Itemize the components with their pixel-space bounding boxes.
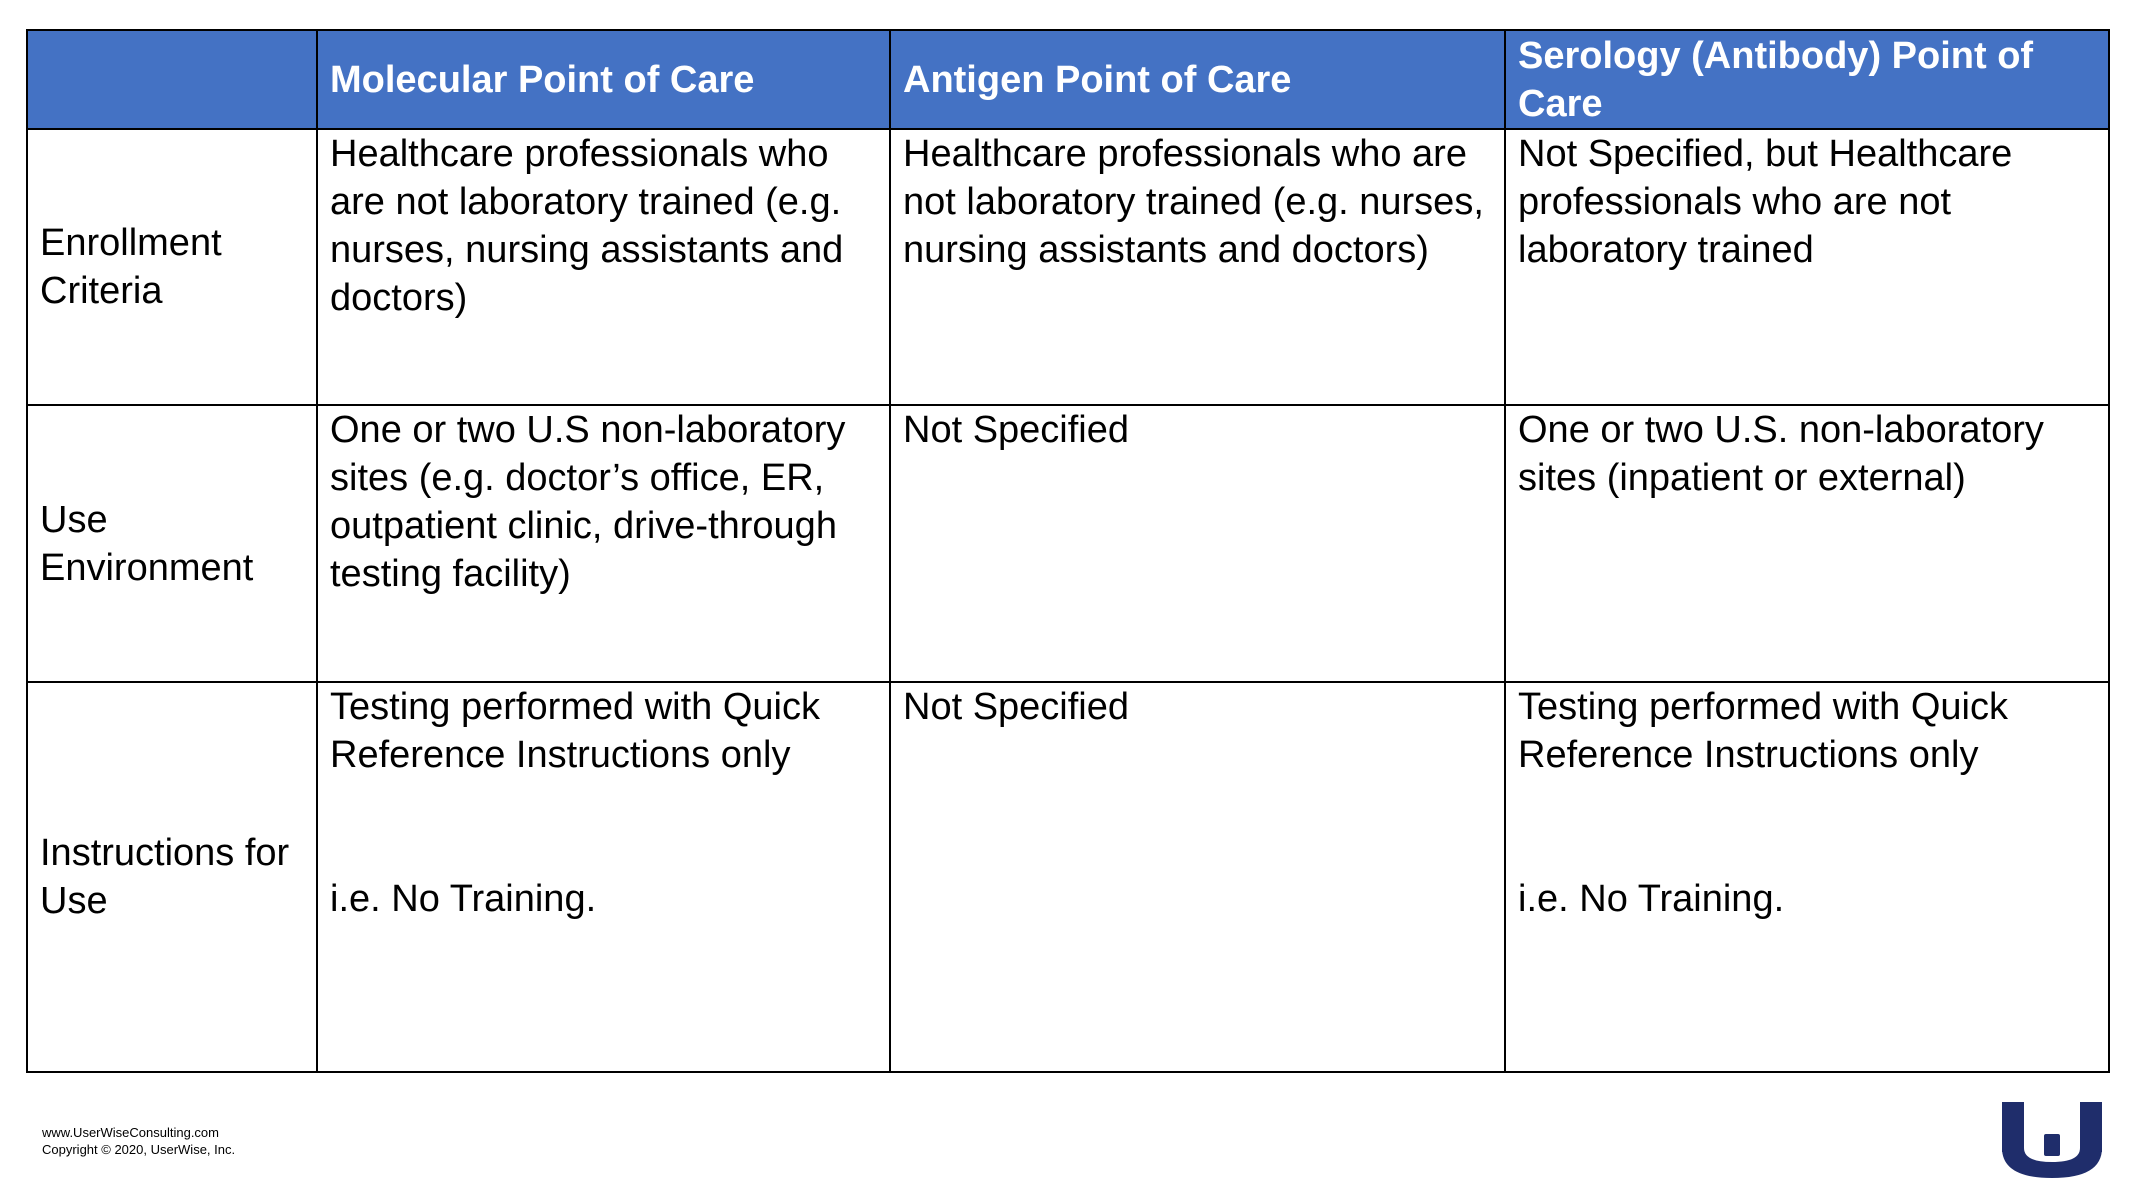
- header-serology: Serology (Antibody) Point of Care: [1505, 30, 2109, 129]
- cell-serology: One or two U.S. non-laboratory sites (inpatient or external): [1505, 405, 2109, 682]
- userwise-logo-icon: [2000, 1100, 2110, 1180]
- row-label-enrollment: Enrollment Criteria: [27, 129, 317, 405]
- comparison-table: [26, 29, 2110, 1073]
- cell-note: i.e. No Training.: [1518, 878, 1785, 920]
- cell-text: Testing performed with Quick Reference Instructions only: [330, 686, 820, 776]
- logo-left-bar: [2002, 1102, 2024, 1152]
- table-header-row: [27, 30, 2109, 129]
- footer: [42, 1124, 235, 1158]
- footer-copyright: Copyright © 2020, UserWise, Inc.: [42, 1142, 236, 1157]
- cell-note: i.e. No Training.: [330, 878, 597, 920]
- cell-molecular: One or two U.S non-laboratory sites (e.g. doctor’s office, ER, outpatient clinic, drive-through testing facility): [317, 405, 890, 682]
- header-antigen: Antigen Point of Care: [890, 30, 1505, 129]
- logo-center-block: [2044, 1134, 2060, 1156]
- header-molecular: Molecular Point of Care: [317, 30, 890, 129]
- row-label-instructions: Instructions for Use: [27, 682, 317, 1072]
- logo-right-bar: [2080, 1102, 2102, 1152]
- table-row: [27, 129, 2109, 405]
- table-row: [27, 682, 2109, 1072]
- cell-antigen: Healthcare professionals who are not laboratory trained (e.g. nurses, nursing assistants and doctors): [890, 129, 1505, 405]
- cell-serology: Not Specified, but Healthcare professionals who are not laboratory trained: [1505, 129, 2109, 405]
- cell-serology: [1505, 682, 2109, 1072]
- row-label-environment: Use Environment: [27, 405, 317, 682]
- cell-molecular: [317, 682, 890, 1072]
- cell-molecular: Healthcare professionals who are not laboratory trained (e.g. nurses, nursing assistants and doctors): [317, 129, 890, 405]
- footer-website: www.UserWiseConsulting.com: [42, 1125, 219, 1140]
- cell-antigen: Not Specified: [890, 405, 1505, 682]
- header-blank-cell: [27, 30, 317, 129]
- table-row: [27, 405, 2109, 682]
- cell-antigen: Not Specified: [890, 682, 1505, 1072]
- cell-text: Testing performed with Quick Reference Instructions only: [1518, 686, 2008, 776]
